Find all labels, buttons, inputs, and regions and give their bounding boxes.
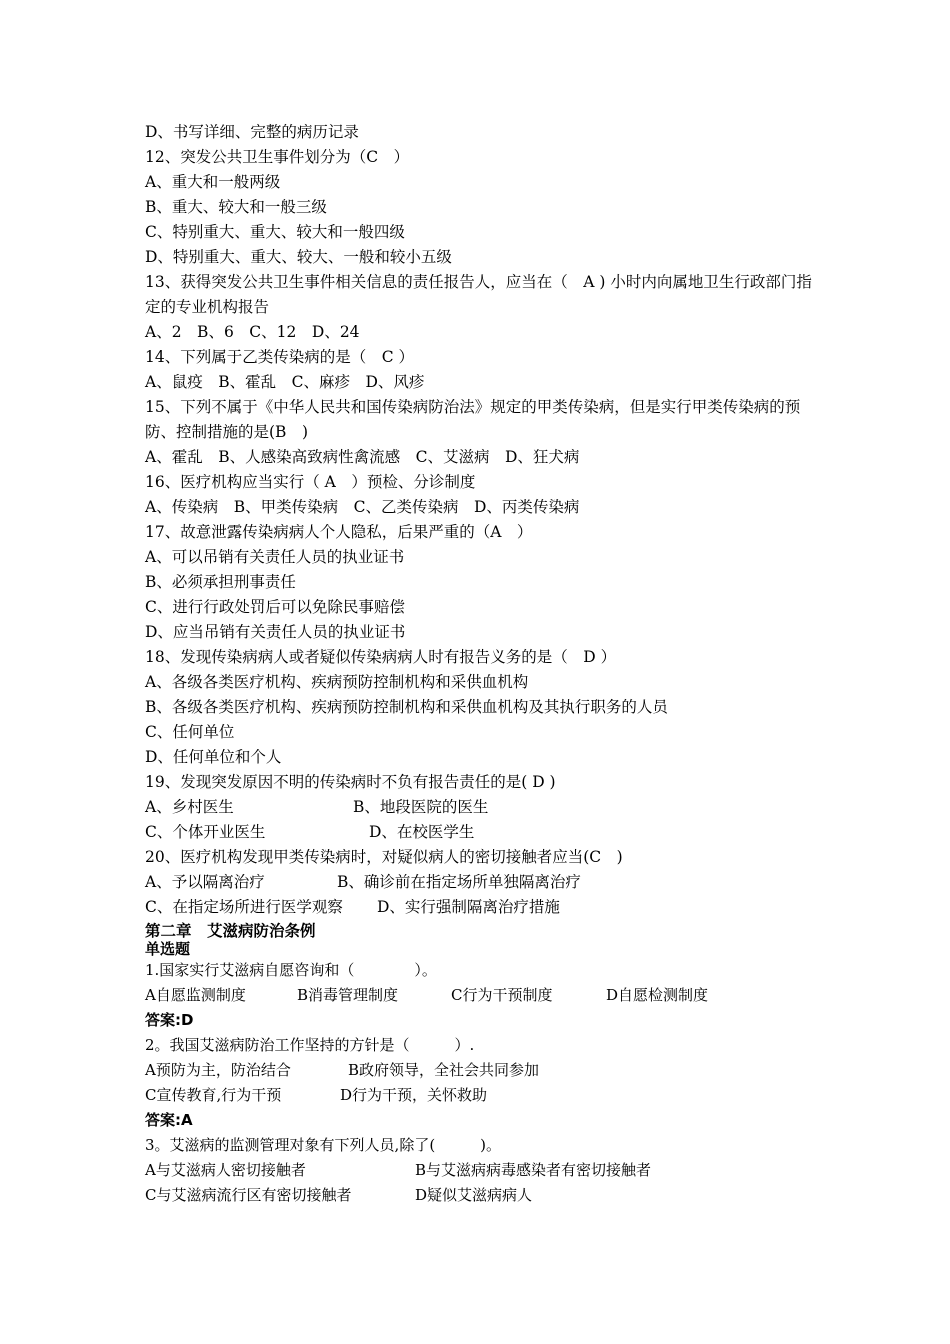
option-line: B、重大、较大和一般三级: [145, 198, 327, 216]
option-a: A、予以隔离治疗: [145, 873, 265, 891]
option-d: D疑似艾滋病病人: [415, 1186, 533, 1204]
option-line: D、应当吊销有关责任人员的执业证书: [145, 623, 406, 641]
question-16: 16、医疗机构应当实行（ A ）预检、分诊制度: [145, 473, 476, 491]
chapter-title: 第二章 艾滋病防治条例: [145, 922, 316, 940]
question-20: 20、医疗机构发现甲类传染病时，对疑似病人的密切接触者应当(C ): [145, 848, 623, 866]
option-row: [145, 895, 825, 920]
option-a: A与艾滋病人密切接触者: [145, 1161, 306, 1179]
answer-label: 答案:A: [145, 1111, 193, 1129]
answer-label: 答案:D: [145, 1011, 194, 1029]
option-row: [145, 1058, 825, 1083]
option-line: A、鼠疫 B、霍乱 C、麻疹 D、风疹: [145, 373, 425, 391]
option-b: B与艾滋病病毒感染者有密切接触者: [415, 1161, 652, 1179]
question-14: 14、下列属于乙类传染病的是（ C ）: [145, 348, 415, 366]
option-row: [145, 820, 825, 845]
option-line: D、特别重大、重大、较大、一般和较小五级: [145, 248, 452, 266]
option-row: [145, 1083, 825, 1108]
option-d: D、实行强制隔离治疗措施: [377, 898, 560, 916]
option-line: A、2 B、6 C、12 D、24: [145, 323, 360, 341]
option-line: A、可以吊销有关责任人员的执业证书: [145, 548, 405, 566]
option-line: C、任何单位: [145, 723, 235, 741]
option-line: A、各级各类医疗机构、疾病预防控制机构和采供血机构: [145, 673, 529, 691]
option-a: A自愿监测制度: [145, 986, 246, 1004]
question-15: 15、下列不属于《中华人民共和国传染病防治法》规定的甲类传染病，但是实行甲类传染病的预防、控制措施的是(B ): [145, 398, 801, 441]
question-17: 17、故意泄露传染病病人个人隐私，后果严重的（A ）: [145, 523, 533, 541]
option-line: B、各级各类医疗机构、疾病预防控制机构和采供血机构及其执行职务的人员: [145, 698, 668, 716]
option-a: A、乡村医生: [145, 798, 234, 816]
option-d: D自愿检测制度: [606, 986, 709, 1004]
option-row: [145, 870, 825, 895]
document-page: [145, 120, 825, 1208]
option-line: C、进行行政处罚后可以免除民事赔偿: [145, 598, 405, 616]
option-d: D行为干预，关怀救助: [340, 1086, 488, 1104]
option-row: [145, 1183, 825, 1208]
option-row: [145, 795, 825, 820]
option-row: [145, 983, 825, 1008]
option-a: A预防为主，防治结合: [145, 1061, 291, 1079]
option-d: D、在校医学生: [369, 823, 475, 841]
question-12: 12、突发公共卫生事件划分为（C ）: [145, 148, 410, 166]
question-ch2-1: 1.国家实行艾滋病自愿咨询和（ ）。: [145, 961, 437, 979]
option-b: B消毒管理制度: [297, 986, 399, 1004]
question-13: 13、获得突发公共卫生事件相关信息的责任报告人，应当在（ A ) 小时内向属地卫生行政部门指定的专业机构报告: [145, 273, 812, 316]
option-b: B政府领导，全社会共同参加: [348, 1061, 540, 1079]
option-line: D、任何单位和个人: [145, 748, 282, 766]
option-b: B、地段医院的医生: [353, 798, 489, 816]
option-line: A、霍乱 B、人感染高致病性禽流感 C、艾滋病 D、狂犬病: [145, 448, 580, 466]
option-line: B、必须承担刑事责任: [145, 573, 296, 591]
question-ch2-3: 3。艾滋病的监测管理对象有下列人员,除了( )。: [145, 1136, 502, 1154]
option-line: A、传染病 B、甲类传染病 C、乙类传染病 D、丙类传染病: [145, 498, 580, 516]
option-c: C宣传教育,行为干预: [145, 1086, 282, 1104]
option-c: C与艾滋病流行区有密切接触者: [145, 1186, 352, 1204]
option-b: B、确诊前在指定场所单独隔离治疗: [337, 873, 581, 891]
option-c: C、在指定场所进行医学观察: [145, 898, 343, 916]
question-18: 18、发现传染病病人或者疑似传染病病人时有报告义务的是（ D ）: [145, 648, 617, 666]
option-line: C、特别重大、重大、较大和一般四级: [145, 223, 405, 241]
section-title: 单选题: [145, 940, 191, 958]
option-line: A、重大和一般两级: [145, 173, 281, 191]
option-row: [145, 1158, 825, 1183]
option-c: C、个体开业医生: [145, 823, 266, 841]
option-c: C行为干预制度: [451, 986, 553, 1004]
question-ch2-2: 2。我国艾滋病防治工作坚持的方针是（ ）.: [145, 1036, 475, 1054]
text-line: D、书写详细、完整的病历记录: [145, 123, 359, 141]
question-19: 19、发现突发原因不明的传染病时不负有报告责任的是( D ): [145, 773, 556, 791]
